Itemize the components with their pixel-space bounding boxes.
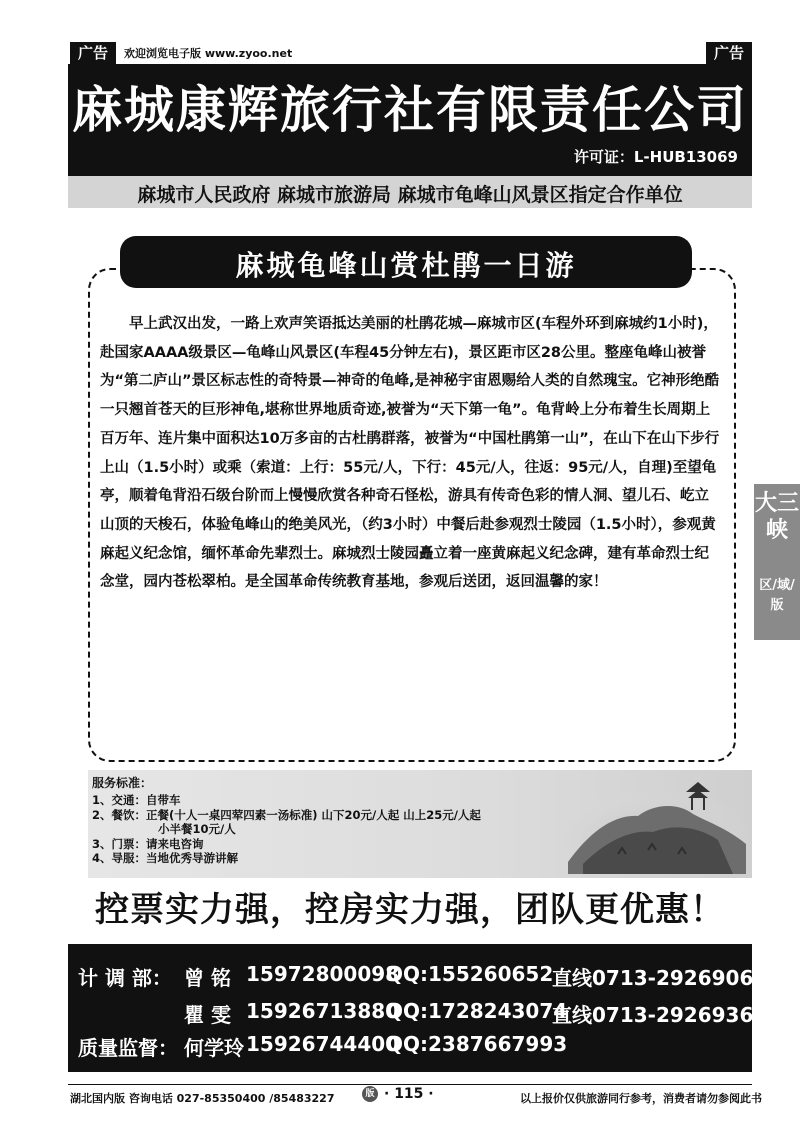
side-tab-title: 大三峡 xyxy=(754,491,799,543)
contact-row xyxy=(68,999,752,1027)
service-panel xyxy=(88,770,752,878)
company-name: 麻城康辉旅行社有限责任公司 xyxy=(72,81,748,139)
footer-divider xyxy=(68,1084,752,1085)
contact-direct: 直线0713-2926936 xyxy=(552,1003,754,1027)
contact-row xyxy=(68,962,752,990)
contact-qq: QQ:1728243074 xyxy=(386,999,568,1023)
partner-bar xyxy=(68,176,752,208)
service-item: 4、导服：当地优秀导游讲解 xyxy=(92,851,239,865)
edition-badge-icon: 版 xyxy=(362,1086,378,1102)
ad-label-left: 广告 xyxy=(70,42,116,64)
contact-block xyxy=(68,944,752,1072)
tour-title-banner xyxy=(120,236,692,288)
contact-direct: 直线0713-2926906 xyxy=(552,966,754,990)
mountain-pavilion-image xyxy=(558,774,748,874)
contact-name: 何学玲 xyxy=(184,1036,244,1060)
contact-row xyxy=(68,1032,752,1060)
side-tab xyxy=(754,484,800,640)
footer-edition: 湖北国内版 咨询电话 027-85350400 /85483227 xyxy=(70,1092,335,1105)
partner-text: 麻城市人民政府 麻城市旅游局 麻城市龟峰山风景区指定合作单位 xyxy=(137,184,683,206)
page-number xyxy=(362,1086,434,1102)
contact-phone: 15926713880 xyxy=(246,999,400,1023)
quality-label: 质量监督： xyxy=(78,1036,178,1060)
service-item: 3、门票：请来电咨询 xyxy=(92,837,204,851)
contact-phone: 15926744400 xyxy=(246,1032,400,1056)
contact-name: 曾 铭 xyxy=(184,966,231,990)
page-number-text: · 115 · xyxy=(384,1086,434,1102)
service-item: 2、餐饮：正餐(十人一桌四荤四素一汤标准) 山下20元/人起 山上25元/人起 xyxy=(92,808,481,822)
license-number: 许可证：L-HUB13069 xyxy=(573,148,738,166)
contact-qq: QQ:155260652 xyxy=(386,962,554,986)
service-heading: 服务标准： xyxy=(92,776,153,790)
tour-description: 早上武汉出发，一路上欢声笑语抵达美丽的杜鹃花城—麻城市区(车程外环到麻城约1小时)，赴国家AAAA级景区—龟峰山风景区(车程45分钟左右)，景区距市区28公里。整座龟峰山被誉为“第二庐山”景区标志性的奇特景—神奇的龟峰,是神秘宇宙恩赐给人类的自然瑰宝。它神形绝酷一只翘首苍天的巨形神龟,堪称世界地质奇迹,被誉为“天下第一龟”。龟背岭上分布着生长周期上百万年、连片集中面积达10万多亩的古杜鹃群落，被誉为“中国杜鹃第一山”，在山下在山下步行上山（1.5小时）或乘（索道：上行：55元/人，下行：45元/人，往返：95元/人，自理)至望龟亭，顺着龟背沿石级台阶而上慢慢欣赏各种奇石怪松，游具有传奇色彩的情人洞、望儿石、屹立山顶的天梭石，体验龟峰山的绝美风光，（约3小时）中餐后赴参观烈士陵园（1.5小时），参观黄麻起义纪念馆，缅怀革命先辈烈士。麻城烈士陵园矗立着一座黄麻起义纪念碑，建有革命烈士纪念堂，园内苍松翠柏。是全国革命传统教育基地，参观后送团，返回温馨的家！ xyxy=(100,316,720,591)
contact-name: 瞿 雯 xyxy=(184,1003,231,1027)
dispatch-label: 计 调 部： xyxy=(78,966,172,990)
footer-disclaimer: 以上报价仅供旅游同行参考，消费者请勿参阅此书 xyxy=(520,1092,762,1105)
contact-qq: QQ:2387667993 xyxy=(386,1032,568,1056)
contact-phone: 15972800098 xyxy=(246,962,400,986)
service-item: 1、交通：自带车 xyxy=(92,793,181,807)
tour-title: 麻城龟峰山赏杜鹃一日游 xyxy=(235,249,577,282)
service-item: 小半餐10元/人 xyxy=(158,822,236,836)
side-tab-subtitle: 区/域/版 xyxy=(759,578,795,613)
ad-label-right: 广告 xyxy=(706,42,752,64)
welcome-text: 欢迎浏览电子版 www.zyoo.net xyxy=(124,47,293,60)
title-block xyxy=(68,64,752,176)
slogan: 控票实力强，控房实力强，团队更优惠！ xyxy=(95,890,725,930)
